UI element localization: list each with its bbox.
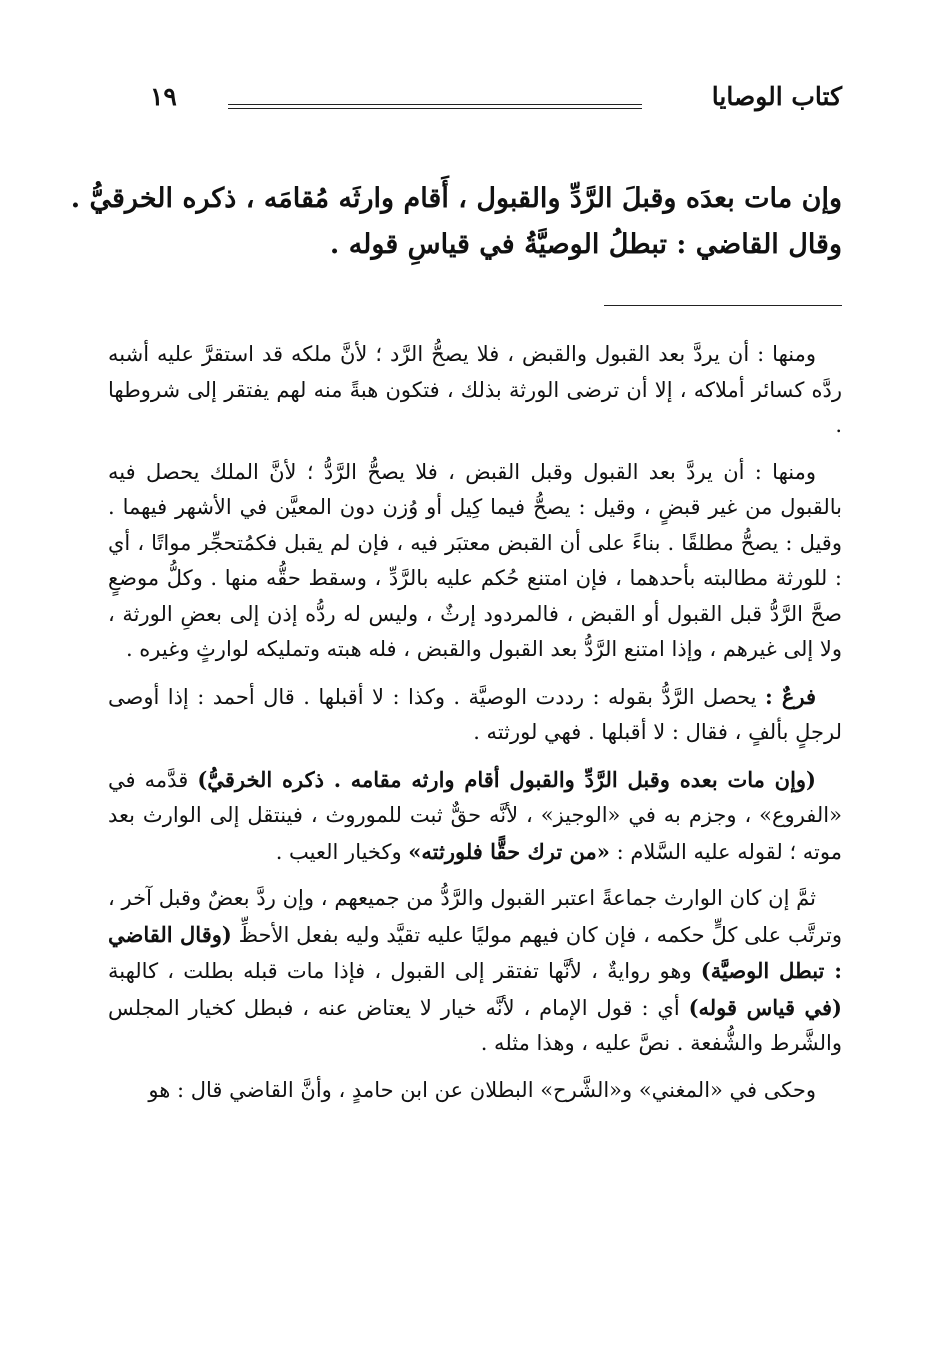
paragraph-text: قدَّمه في «الفروع» ، وجزم به في «الوجيز» ، لأنَّه حقٌّ ثبت للموروث ، فينتقل إلى الوارث بعد موته ؛ لقوله عليه السَّلام : (108, 767, 842, 864)
commentary-paragraph: وحكى في «المغني» و«الشَّرح» البطلان عن ابن حامدٍ ، وأنَّ القاضي قال : هو (148, 1077, 816, 1102)
paragraph-text: يحصل الرَّدُّ بقوله : رددت الوصيَّة . وكذا : لا أقبلها . قال أحمد : إذا أوصى لرجلٍ بألفٍ ، فقال : لا أقبلها . فهي لورثته . (108, 684, 842, 744)
commentary-paragraph (108, 762, 842, 871)
paragraph-text: وكخيار العيب . (275, 839, 409, 864)
commentary-paragraph: ومنها : أن يردَّ بعد القبول والقبض ، فلا يصحُّ الرَّد ؛ لأنَّ ملكه قد استقرَّ عليه أشبه ردَّه كسائر أملاكه ، إلا أن ترضى الورثة بذلك ، فتكون هبةً منه لهم يفتقر إلى شروطها . (108, 342, 842, 437)
footnote-divider (604, 305, 842, 306)
matn-text (70, 176, 842, 268)
bold-term: فرعٌ : (765, 683, 816, 709)
commentary-paragraph: ومنها : أن يردَّ بعد القبول وقبل القبض ، فلا يصحُّ الرَّدُّ ؛ لأنَّ الملك يحصل فيه بالقبول من غير قبضٍ ، وقيل : يصحُّ فيما كِيل أو وُزن دون المعيَّن في الأشهر فيهما . وقيل : يصحُّ مطلقًا . بناءً على أن القبض معتبَر فيه ، فإن لم يقبل فكمُتحجِّر مواتًا ، أي : للورثة مطالبته بأحدهما ، فإن امتنع حُكم عليه بالرَّدِّ ، وسقط حقُّه منها . وكلُّ موضعٍ صحَّ الرَّدُّ قبل القبول أو القبض ، فالمردود إرثٌ ، وليس له ردُّه إذن إلى بعضِ الورثة ، ولا إلى غيرهم ، وإذا امتنع الرَّدُّ بعد القبول والقبض ، فله هبته وتمليكه لوارثٍ وغيره . (108, 459, 842, 661)
page-number: ١٩ (150, 82, 177, 111)
header-rule (228, 104, 642, 109)
paragraph-text: أي : قول الإمام ، لأنَّه خيار لا يعتاض عنه ، فبطل كخيار المجلس والشَّرط والشُّفعة . نصَّ عليه ، وهذا مثله . (108, 995, 842, 1055)
bold-matn-quote: (وإن مات بعده وقبل الرَّدِّ والقبول أقام وارثه مقامه . ذكره الخرقيُّ) (197, 766, 816, 792)
commentary-text (108, 337, 842, 1119)
paragraph-text: ثمَّ إن كان الوارث جماعةً اعتبر القبول والرَّدُّ من جميعهم ، وإن ردَّ بعضٌ وقبل آخر ، وترتَّب على كلٍّ حكمه ، فإن كان فيهم موليًا عليه تقيَّد وليه بفعل الأحظِّ (108, 886, 842, 947)
paragraph-text: وهو روايةٌ ، لأنَّها تفتقر إلى القبول ، فإذا مات قبله بطلت ، كالهبة (108, 959, 701, 983)
matn-line: وقال القاضي : تبطلُ الوصيَّةُ في قياسِ قوله . (329, 229, 842, 260)
matn-line: وإن مات بعدَه وقبلَ الرَّدِّ والقبول ، أَقام وارثَه مُقامَه ، ذكره الخرقيُّ . (70, 183, 842, 214)
bold-matn-quote: (وقال القاضي : تبطل الوصيَّة) (108, 921, 842, 983)
commentary-paragraph (108, 881, 842, 1062)
bold-hadith-quote: «من ترك حقًّا فلورثته» (408, 838, 610, 864)
commentary-paragraph (108, 679, 842, 751)
running-title: كتاب الوصايا (711, 82, 842, 111)
bold-matn-quote: (في قياس قوله) (688, 994, 842, 1020)
page-header (150, 82, 842, 122)
